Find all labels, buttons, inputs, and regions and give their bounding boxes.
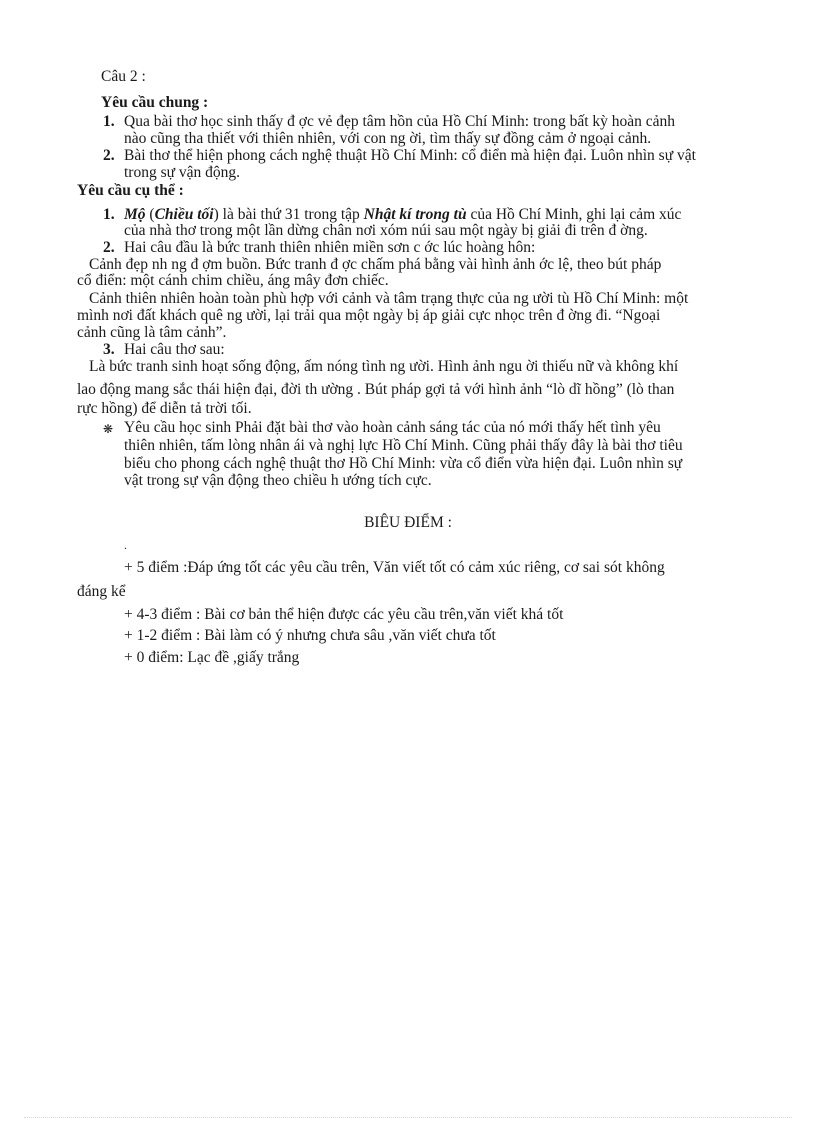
- note-line-4: vật trong sự vận động theo chiều h ướng tích cực.: [124, 472, 432, 489]
- score-line-4-3: + 4-3 điểm : Bài cơ bản thể hiện được các yêu cầu trên,văn viết khá tốt: [124, 606, 564, 623]
- general-item-1-line-1: Qua bài thơ học sinh thấy đ ợc vẻ đẹp tâm hồn của Hồ Chí Minh: trong bất kỳ hoàn cảnh: [124, 113, 676, 130]
- specific-item-2-para-2-line-1: Cảnh thiên nhiên hoàn toàn phù hợp với cảnh và tâm trạng thực của ng ười tù Hồ Chí Minh: một: [89, 290, 689, 307]
- general-item-2-line-1: Bài thơ thể hiện phong cách nghệ thuật Hồ Chí Minh: cổ điển mà hiện đại. Luôn nhìn sự vật: [124, 147, 696, 164]
- general-item-2-number: 2.: [103, 147, 115, 164]
- stray-dot: .: [124, 538, 127, 552]
- poem-title-moc: Mộ: [124, 206, 146, 223]
- specific-item-3-para-line-1: Là bức tranh sinh hoạt sống động, ấm nóng tình ng ười. Hình ảnh ngu ời thiếu nữ và không khí: [89, 358, 679, 375]
- specific-item-1-line-2: của nhà thơ trong một lần dừng chân nơi xóm núi sau một ngày bị giải đi trên đ ờng.: [124, 222, 648, 239]
- poem-title-chieu-toi: Chiều tối: [154, 206, 214, 223]
- specific-item-2-number: 2.: [103, 239, 115, 256]
- specific-item-2-para-1-line-2: cổ điển: một cánh chim chiều, áng mây đơn chiếc.: [77, 272, 389, 289]
- note-line-3: biểu cho phong cách nghệ thuật thơ Hồ Chí Minh: vừa cổ điển vừa hiện đại. Luôn nhìn sự: [124, 455, 683, 472]
- asterisk-bullet-icon: ❋: [103, 422, 114, 436]
- line-1-end: của Hồ Chí Minh, ghi lại cảm xúc: [466, 206, 682, 223]
- specific-item-2-para-1-line-1: Cảnh đẹp nh ng đ ợm buồn. Bức tranh đ ợc chấm phá bằng vài hình ảnh ớc lệ, theo bút pháp: [89, 256, 662, 273]
- page-bottom-rule: [24, 1117, 792, 1118]
- score-line-5: + 5 điểm :Đáp ứng tốt các yêu cầu trên, Văn viết tốt có cảm xúc riêng, cơ sai sót không: [124, 559, 665, 576]
- specific-requirements-heading: Yêu cầu cụ thể :: [77, 182, 184, 199]
- specific-item-1-number: 1.: [103, 206, 115, 223]
- specific-item-3-para-line-2: lao động mang sắc thái hiện đại, đời th ường . Bút pháp gợi tả với hình ảnh “lò dĩ hồng” (lò than: [77, 381, 675, 398]
- collection-title: Nhật kí trong tù: [363, 206, 467, 223]
- specific-item-3-number: 3.: [103, 341, 115, 358]
- general-item-2-line-2: trong sự vận động.: [124, 164, 241, 181]
- scoring-heading: BIÊU ĐIỂM :: [364, 514, 452, 531]
- score-line-1-2: + 1-2 điểm : Bài làm có ý nhưng chưa sâu ,văn viết chưa tốt: [124, 627, 496, 644]
- note-line-1: Yêu cầu học sinh Phải đặt bài thơ vào hoàn cảnh sáng tác của nó mới thấy hết tình yêu: [124, 419, 661, 436]
- specific-item-2-para-2-line-3: cảnh cũng là tâm cảnh”.: [77, 324, 227, 341]
- question-label: Câu 2 :: [101, 68, 146, 85]
- specific-item-2-line-1: Hai câu đầu là bức tranh thiên nhiên miền sơn c ớc lúc hoàng hôn:: [124, 239, 536, 256]
- specific-item-3-line-1: Hai câu thơ sau:: [124, 341, 225, 358]
- general-item-1-number: 1.: [103, 113, 115, 130]
- note-line-2: thiên nhiên, tấm lòng nhân ái và nghị lực Hồ Chí Minh. Cũng phải thấy đây là bài thơ tiêu: [124, 437, 683, 454]
- specific-item-3-para-line-3: rực hồng) để diễn tả trời tối.: [77, 400, 252, 417]
- after-title-text: ) là bài thứ 31 trong tập: [213, 206, 364, 223]
- general-requirements-heading: Yêu cầu chung :: [101, 94, 209, 111]
- specific-item-1-line-1: [124, 206, 681, 223]
- score-line-5-cont: đáng kể: [77, 583, 126, 600]
- paren-open: (: [145, 206, 155, 223]
- general-item-1-line-2: nào cũng tha thiết với thiên nhiên, với con ng ời, tìm thấy sự đồng cảm ở ngoại cảnh.: [124, 130, 652, 147]
- specific-item-2-para-2-line-2: mình nơi đất khách quê ng ười, lại trải qua một ngày bị áp giải cực nhọc trên đ ờng đi. “Ngoại: [77, 307, 661, 324]
- score-line-0: + 0 điểm: Lạc đề ,giấy trắng: [124, 649, 300, 666]
